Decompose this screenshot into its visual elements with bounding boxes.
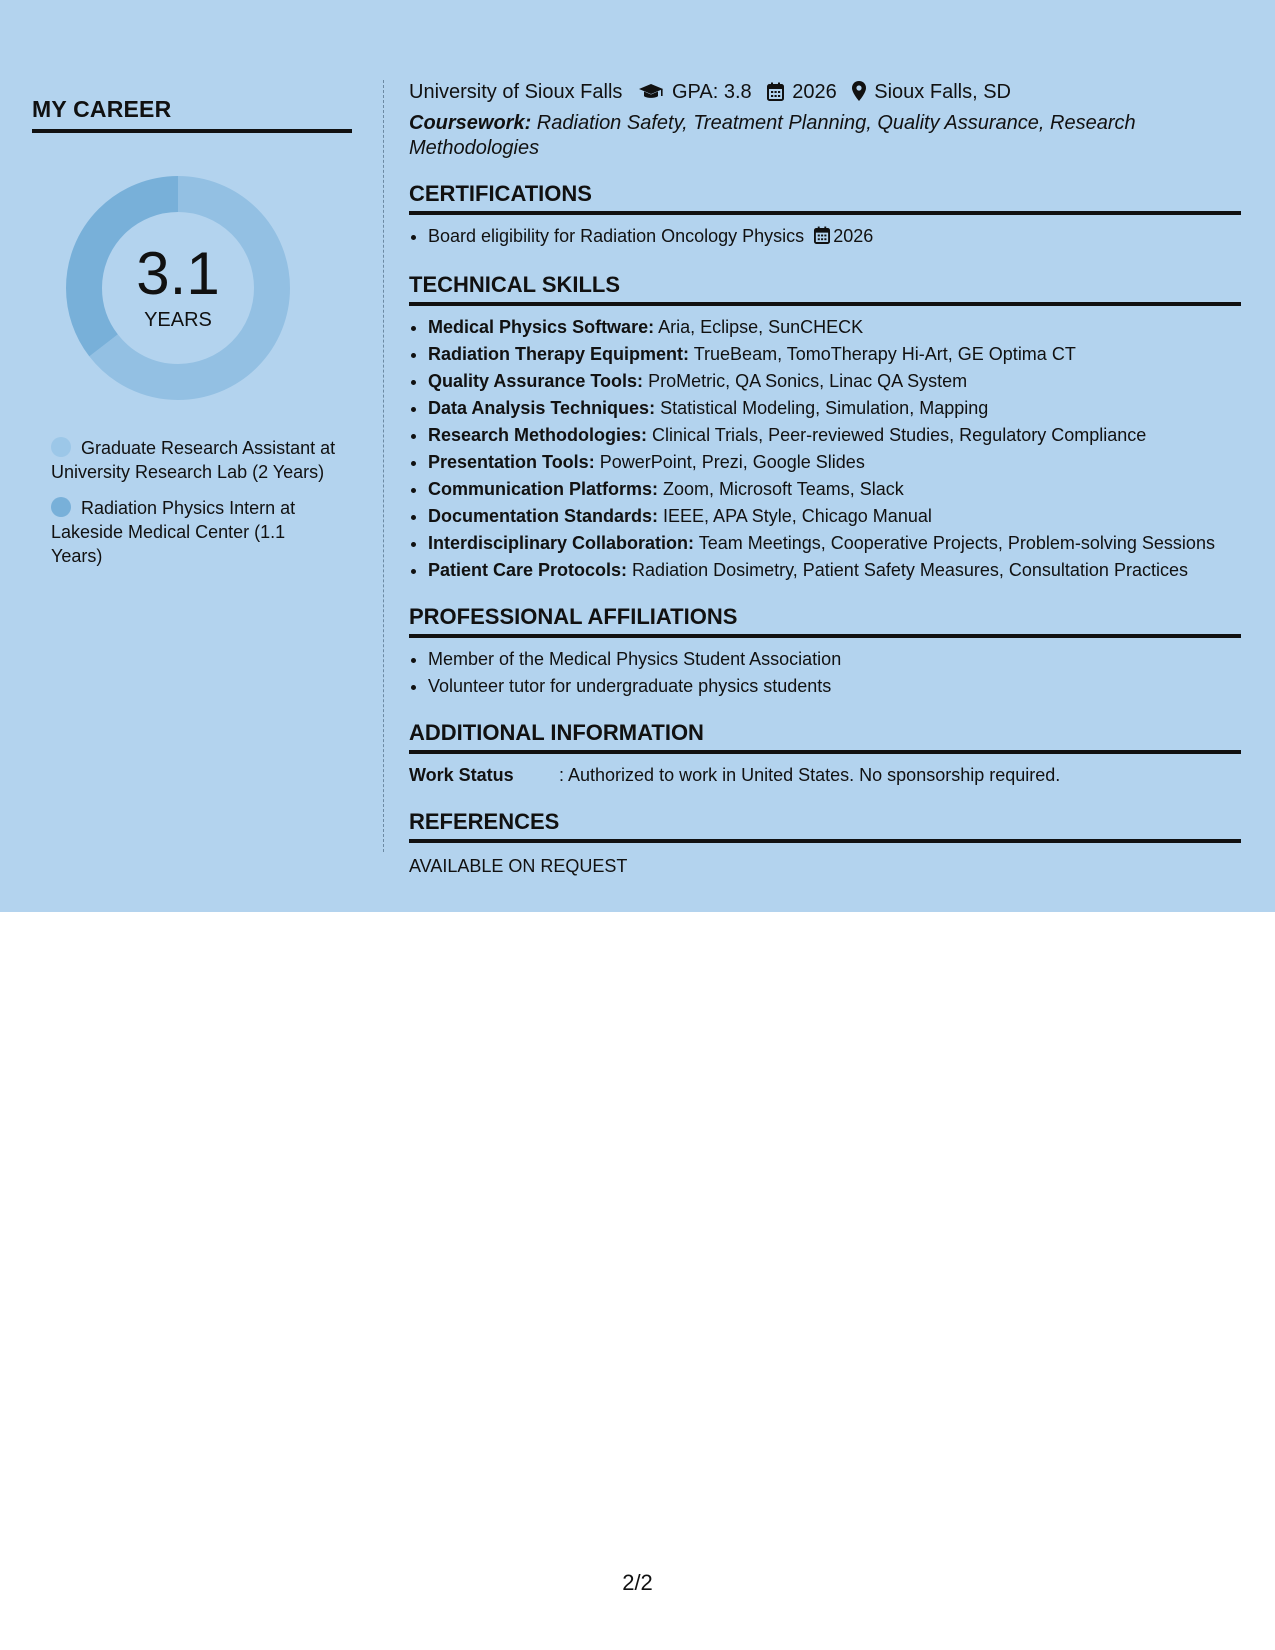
skill-values: Team Meetings, Cooperative Projects, Problem-solving Sessions bbox=[694, 533, 1215, 553]
skill-values: PowerPoint, Prezi, Google Slides bbox=[594, 452, 865, 472]
skill-category: Research Methodologies: bbox=[428, 425, 648, 445]
gpa-text: GPA: 3.8 bbox=[671, 81, 752, 103]
coursework bbox=[409, 111, 1241, 161]
donut-total-unit: YEARS bbox=[144, 309, 212, 331]
certifications-list bbox=[409, 223, 1241, 252]
references-heading: REFERENCES bbox=[409, 809, 1241, 843]
list-item: • Volunteer tutor for undergraduate physics students bbox=[428, 673, 1241, 700]
list-item bbox=[428, 557, 1241, 584]
skill-category: Radiation Therapy Equipment: bbox=[428, 344, 690, 364]
coursework-list: Radiation Safety, Treatment Planning, Quality Assurance, Research Methodologies bbox=[409, 112, 1136, 159]
skill-category: Communication Platforms: bbox=[428, 479, 659, 499]
skill-category: Interdisciplinary Collaboration: bbox=[428, 533, 695, 553]
map-pin-icon bbox=[852, 81, 866, 109]
legend-label: Graduate Research Assistant at University Research Lab (2 Years) bbox=[51, 438, 336, 482]
career-legend bbox=[51, 436, 341, 580]
legend-item bbox=[51, 496, 341, 568]
work-status-label: Work Status bbox=[409, 765, 514, 785]
donut-center bbox=[66, 176, 290, 400]
list-item bbox=[428, 341, 1241, 368]
list-item bbox=[428, 476, 1241, 503]
affiliations-list bbox=[409, 646, 1241, 700]
graduation-cap-icon bbox=[638, 81, 664, 109]
list-item bbox=[428, 395, 1241, 422]
references-text: AVAILABLE ON REQUEST bbox=[409, 856, 628, 876]
technical-skills-heading: TECHNICAL SKILLS bbox=[409, 272, 1241, 306]
skill-values: Clinical Trials, Peer-reviewed Studies, Regulatory Compliance bbox=[647, 425, 1147, 445]
additional-info-heading: ADDITIONAL INFORMATION bbox=[409, 720, 1241, 754]
certifications-heading: CERTIFICATIONS bbox=[409, 181, 1241, 215]
skill-category: Quality Assurance Tools: bbox=[428, 371, 644, 391]
skill-category: Documentation Standards: bbox=[428, 506, 659, 526]
school-name: University of Sioux Falls bbox=[409, 81, 623, 103]
list-item bbox=[428, 422, 1241, 449]
list-item bbox=[428, 368, 1241, 395]
page-number: 2/2 bbox=[622, 1570, 653, 1595]
column-divider bbox=[383, 80, 384, 852]
list-item bbox=[428, 503, 1241, 530]
skill-category: Data Analysis Techniques: bbox=[428, 398, 656, 418]
legend-label: Radiation Physics Intern at Lakeside Medical Center (1.1 Years) bbox=[51, 498, 296, 566]
skill-values: Statistical Modeling, Simulation, Mapping bbox=[655, 398, 989, 418]
work-status-value: : Authorized to work in United States. No sponsorship required. bbox=[559, 765, 1061, 785]
list-item bbox=[428, 223, 1241, 252]
skill-values: IEEE, APA Style, Chicago Manual bbox=[658, 506, 932, 526]
skill-values: Aria, Eclipse, SunCHECK bbox=[654, 317, 864, 337]
skill-values: TrueBeam, TomoTherapy Hi-Art, GE Optima CT bbox=[689, 344, 1076, 364]
graduation-year: 2026 bbox=[792, 81, 837, 103]
skill-values: Zoom, Microsoft Teams, Slack bbox=[658, 479, 904, 499]
skill-values: ProMetric, QA Sonics, Linac QA System bbox=[643, 371, 968, 391]
career-donut-chart bbox=[66, 176, 290, 400]
affiliations-heading: PROFESSIONAL AFFILIATIONS bbox=[409, 604, 1241, 638]
education-line bbox=[409, 78, 1241, 109]
skill-category: Medical Physics Software: bbox=[428, 317, 655, 337]
list-item: • Member of the Medical Physics Student Association bbox=[428, 646, 1241, 673]
list-item bbox=[428, 449, 1241, 476]
skill-values: Radiation Dosimetry, Patient Safety Measures, Consultation Practices bbox=[627, 560, 1188, 580]
work-status-row bbox=[409, 762, 1241, 789]
coursework-label: Coursework: bbox=[409, 112, 532, 134]
certification-text: Board eligibility for Radiation Oncology Physics bbox=[428, 226, 805, 246]
calendar-icon bbox=[767, 81, 784, 109]
legend-dot bbox=[51, 437, 71, 457]
resume-main bbox=[409, 78, 1241, 880]
career-sidebar bbox=[32, 96, 352, 566]
legend-item bbox=[51, 436, 341, 484]
donut-total-value: 3.1 bbox=[136, 240, 220, 307]
skill-category: Patient Care Protocols: bbox=[428, 560, 628, 580]
skill-category: Presentation Tools: bbox=[428, 452, 595, 472]
legend-dot bbox=[51, 497, 71, 517]
calendar-icon bbox=[814, 225, 830, 252]
certification-year: 2026 bbox=[833, 226, 874, 246]
technical-skills-list bbox=[409, 314, 1241, 584]
list-item bbox=[428, 530, 1241, 557]
list-item bbox=[428, 314, 1241, 341]
school-location: Sioux Falls, SD bbox=[874, 81, 1011, 103]
career-title: MY CAREER bbox=[32, 96, 352, 133]
